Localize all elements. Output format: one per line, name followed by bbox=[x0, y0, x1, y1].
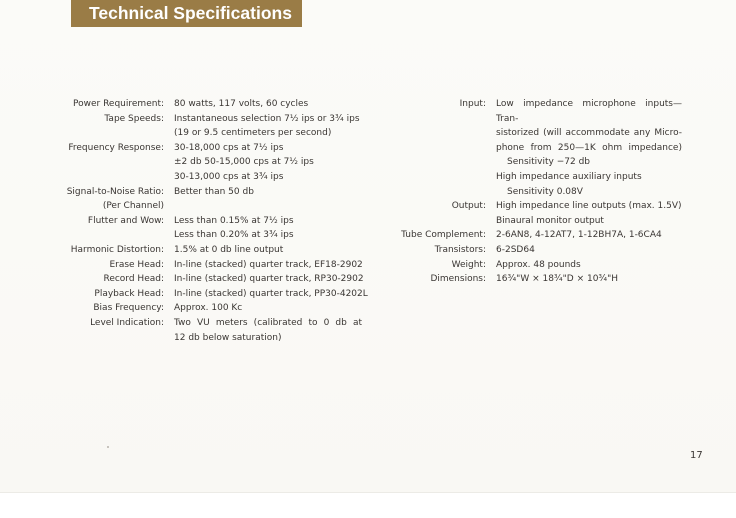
spec-row-transistors bbox=[360, 243, 682, 258]
spec-label: Harmonic Distortion: bbox=[70, 244, 164, 255]
spec-value: Better than 50 db bbox=[174, 186, 254, 197]
spec-value: (19 or 9.5 centimeters per second) bbox=[174, 128, 332, 139]
spec-value: Approx. 48 pounds bbox=[496, 259, 581, 270]
spec-row-bias-frequency bbox=[40, 301, 362, 316]
spec-row-frequency-response bbox=[40, 141, 362, 185]
spec-label: Erase Head: bbox=[109, 259, 164, 270]
spec-row-harmonic-distortion bbox=[40, 243, 362, 258]
spec-value: Instantaneous selection 7½ ips or 3¾ ips bbox=[174, 113, 360, 124]
spec-value: 30-18,000 cps at 7½ ips bbox=[174, 142, 284, 153]
spec-value: 80 watts, 117 volts, 60 cycles bbox=[174, 99, 309, 109]
spec-row-dimensions bbox=[360, 272, 682, 287]
spec-label: Bias Frequency: bbox=[93, 303, 164, 314]
spec-row-level-indication bbox=[40, 316, 362, 345]
spec-value: Two VU meters (calibrated to 0 db at bbox=[174, 317, 362, 328]
spec-row-record-head bbox=[40, 272, 362, 287]
spec-value: Less than 0.20% at 3¾ ips bbox=[174, 230, 294, 241]
spec-row-weight bbox=[360, 258, 682, 273]
spec-label: Frequency Response: bbox=[68, 142, 164, 153]
spec-row-signal-to-noise bbox=[40, 185, 362, 200]
spec-label: Dimensions: bbox=[430, 274, 486, 285]
spec-value: High impedance auxiliary inputs bbox=[496, 171, 642, 182]
right-spec-list bbox=[360, 97, 682, 287]
spec-label: Input: bbox=[459, 99, 486, 109]
spec-row-flutter-wow bbox=[40, 214, 362, 243]
spec-value: Sensitivity −72 db bbox=[507, 157, 590, 168]
spec-label: Transistors: bbox=[434, 244, 486, 255]
spec-value: Low impedance microphone inputs—Tran- bbox=[496, 99, 682, 124]
spec-value: Binaural monitor output bbox=[496, 215, 604, 226]
spec-value: sistorized (will accommodate any Micro- bbox=[496, 128, 682, 139]
spec-label: Flutter and Wow: bbox=[87, 215, 164, 226]
spec-label: Power Requirement: bbox=[73, 99, 164, 109]
spec-label: Output: bbox=[451, 201, 486, 212]
spec-value: In-line (stacked) quarter track, EF18-2902 bbox=[174, 259, 363, 270]
spec-value: 30-13,000 cps at 3¾ ips bbox=[174, 171, 284, 182]
spec-value: 1.5% at 0 db line output bbox=[174, 244, 284, 255]
spec-value: ±2 db 50-15,000 cps at 7½ ips bbox=[174, 157, 314, 168]
spec-value: 12 db below saturation) bbox=[174, 332, 282, 343]
spec-row-input bbox=[360, 97, 682, 199]
page-number: 17 bbox=[690, 450, 703, 461]
spec-value: 2-6AN8, 4-12AT7, 1-12BH7A, 1-6CA4 bbox=[496, 230, 662, 241]
spec-value: In-line (stacked) quarter track, PP30-4202L bbox=[174, 288, 368, 299]
spec-row-output bbox=[360, 199, 682, 228]
spec-value: High impedance line outputs (max. 1.5V) bbox=[496, 201, 682, 212]
spec-value: 6-2SD64 bbox=[496, 244, 535, 255]
spec-row-playback-head bbox=[40, 287, 368, 302]
page-title: Technical Specifications bbox=[71, 0, 302, 27]
spec-value: 16¾"W × 18¾"D × 10¾"H bbox=[496, 274, 619, 285]
spec-value: In-line (stacked) quarter track, RP30-2902 bbox=[174, 274, 364, 285]
spec-row-tape-speeds bbox=[40, 112, 362, 141]
spec-label: (Per Channel) bbox=[102, 201, 164, 212]
spec-value: Approx. 100 Kc bbox=[174, 303, 243, 314]
spec-value: Less than 0.15% at 7½ ips bbox=[174, 215, 294, 226]
spec-row-tube-complement bbox=[360, 228, 682, 243]
spec-label: Level Indication: bbox=[90, 317, 164, 328]
spec-label: Signal-to-Noise Ratio: bbox=[66, 186, 164, 197]
spec-row-per-channel bbox=[40, 199, 362, 214]
spec-label: Record Head: bbox=[103, 274, 164, 285]
spec-row-power bbox=[40, 97, 362, 112]
spec-value: Sensitivity 0.08V bbox=[507, 186, 583, 197]
spec-row-erase-head bbox=[40, 258, 362, 273]
spec-label: Playback Head: bbox=[94, 288, 164, 299]
spec-value bbox=[174, 199, 362, 214]
spec-label: Tape Speeds: bbox=[104, 113, 164, 124]
paper-speck bbox=[107, 446, 109, 448]
spec-label: Weight: bbox=[451, 259, 486, 270]
spec-label: Tube Complement: bbox=[401, 230, 486, 241]
page-bottom-edge bbox=[0, 492, 736, 518]
spec-value: phone from 250—1K ohm impedance) bbox=[496, 142, 682, 153]
left-spec-list bbox=[40, 97, 368, 345]
